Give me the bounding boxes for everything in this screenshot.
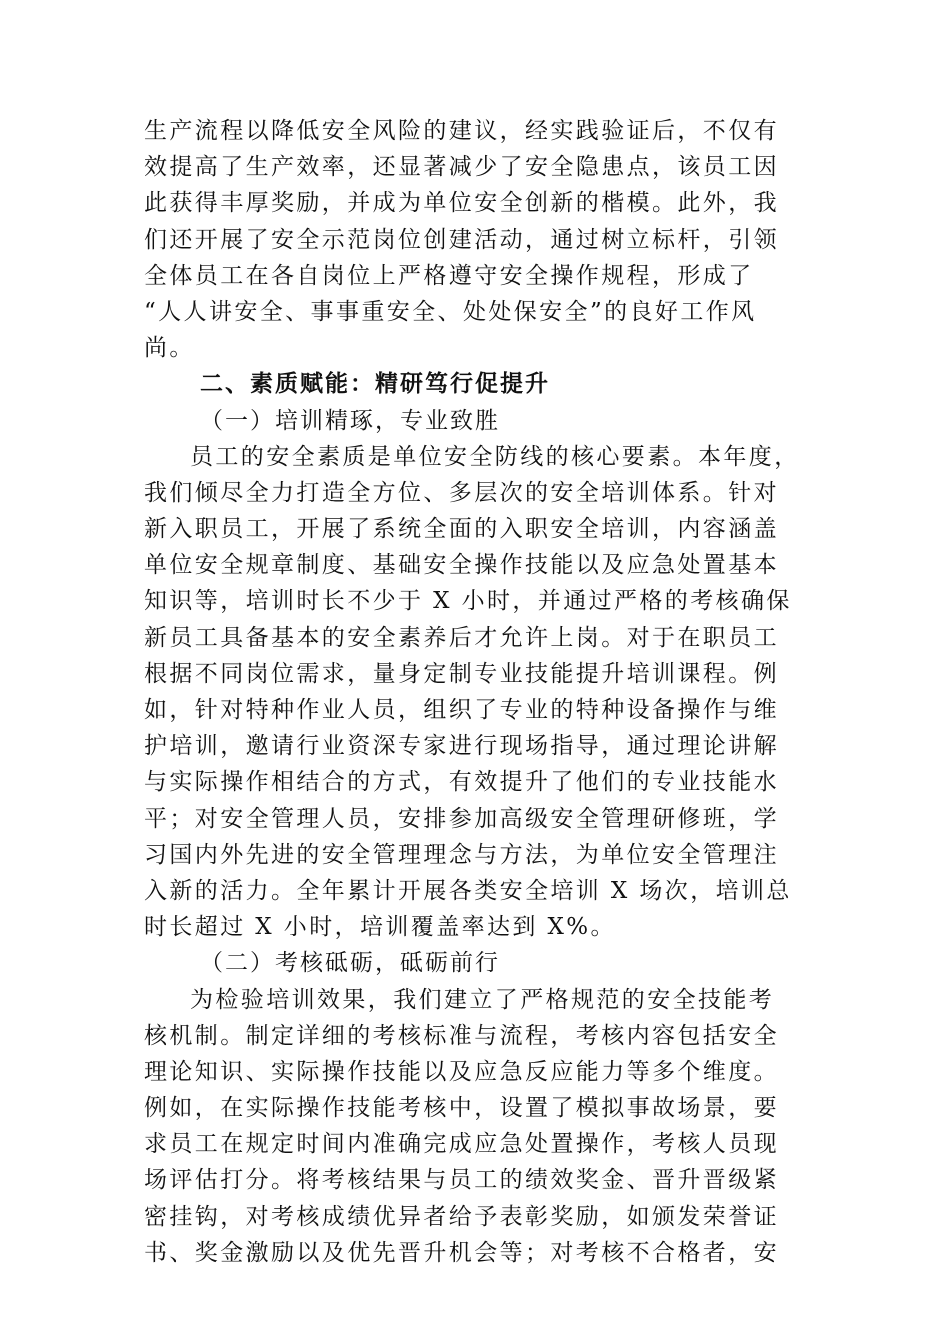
text-line: 新入职员工，开展了系统全面的入职安全培训，内容涵盖 <box>144 516 779 543</box>
text-line: 密挂钩，对考核成绩优异者给予表彰奖励，如颁发荣誉证 <box>144 1203 779 1230</box>
text-line: 根据不同岗位需求，量身定制专业技能提升培训课程。例 <box>144 660 779 687</box>
text-line: 如，针对特种作业人员，组织了专业的特种设备操作与维 <box>144 697 779 723</box>
text-line: 新员工具备基本的安全素养后才允许上岗。对于在职员工 <box>144 624 779 651</box>
text-line: 效提高了生产效率，还显著减少了安全隐患点，该员工因 <box>144 154 779 181</box>
text-line: 时长超过 X 小时，培训覆盖率达到 X%。 <box>144 914 616 941</box>
text-line: 单位安全规章制度、基础安全操作技能以及应急处置基本 <box>144 552 779 579</box>
text-line: 知识等，培训时长不少于 X 小时，并通过严格的考核确保 <box>144 588 792 615</box>
text-line: 们还开展了安全示范岗位创建活动，通过树立标杆，引领 <box>144 226 779 253</box>
text-line: “人人讲安全、事事重安全、处处保安全”的良好工作风 <box>144 298 757 325</box>
text-line: 为检验培训效果，我们建立了严格规范的安全技能考 <box>190 986 775 1013</box>
document-body <box>144 113 824 1271</box>
text-line: 习国内外先进的安全管理理念与方法，为单位安全管理注 <box>144 841 779 868</box>
text-line: 书、奖金激励以及优先晋升机会等；对考核不合格者，安 <box>144 1239 779 1266</box>
text-line: 我们倾尽全力打造全方位、多层次的安全培训体系。针对 <box>144 479 779 506</box>
text-line: 与实际操作相结合的方式，有效提升了他们的专业技能水 <box>144 769 779 796</box>
text-line: 尚。 <box>144 335 195 362</box>
text-line: 生产流程以降低安全风险的建议，经实践验证后，不仅有 <box>144 118 779 144</box>
text-line: 全体员工在各自岗位上严格遵守安全操作规程，形成了 <box>144 262 754 289</box>
text-line: 求员工在规定时间内准确完成应急处置操作，考核人员现 <box>144 1131 779 1158</box>
text-line: 平；对安全管理人员，安排参加高级安全管理研修班，学 <box>144 805 779 832</box>
text-line: 员工的安全素质是单位安全防线的核心要素。本年度， <box>190 443 800 470</box>
text-line: 此获得丰厚奖励，并成为单位安全创新的楷模。此外，我 <box>144 190 779 217</box>
text-line: 场评估打分。将考核结果与员工的绩效奖金、晋升晋级紧 <box>144 1167 779 1194</box>
section-heading: 二、素质赋能：精研笃行促提升 <box>200 370 550 398</box>
text-line: 例如，在实际操作技能考核中，设置了模拟事故场景，要 <box>144 1095 779 1122</box>
subsection-heading: （一）培训精琢，专业致胜 <box>200 407 500 434</box>
text-line: 理论知识、实际操作技能以及应急反应能力等多个维度。 <box>144 1058 779 1085</box>
text-line: 护培训，邀请行业资深专家进行现场指导，通过理论讲解 <box>144 733 779 760</box>
subsection-heading: （二）考核砥砺，砥砺前行 <box>200 950 500 977</box>
text-line: 入新的活力。全年累计开展各类安全培训 X 场次，培训总 <box>144 877 792 904</box>
text-line: 核机制。制定详细的考核标准与流程，考核内容包括安全 <box>144 1022 779 1049</box>
